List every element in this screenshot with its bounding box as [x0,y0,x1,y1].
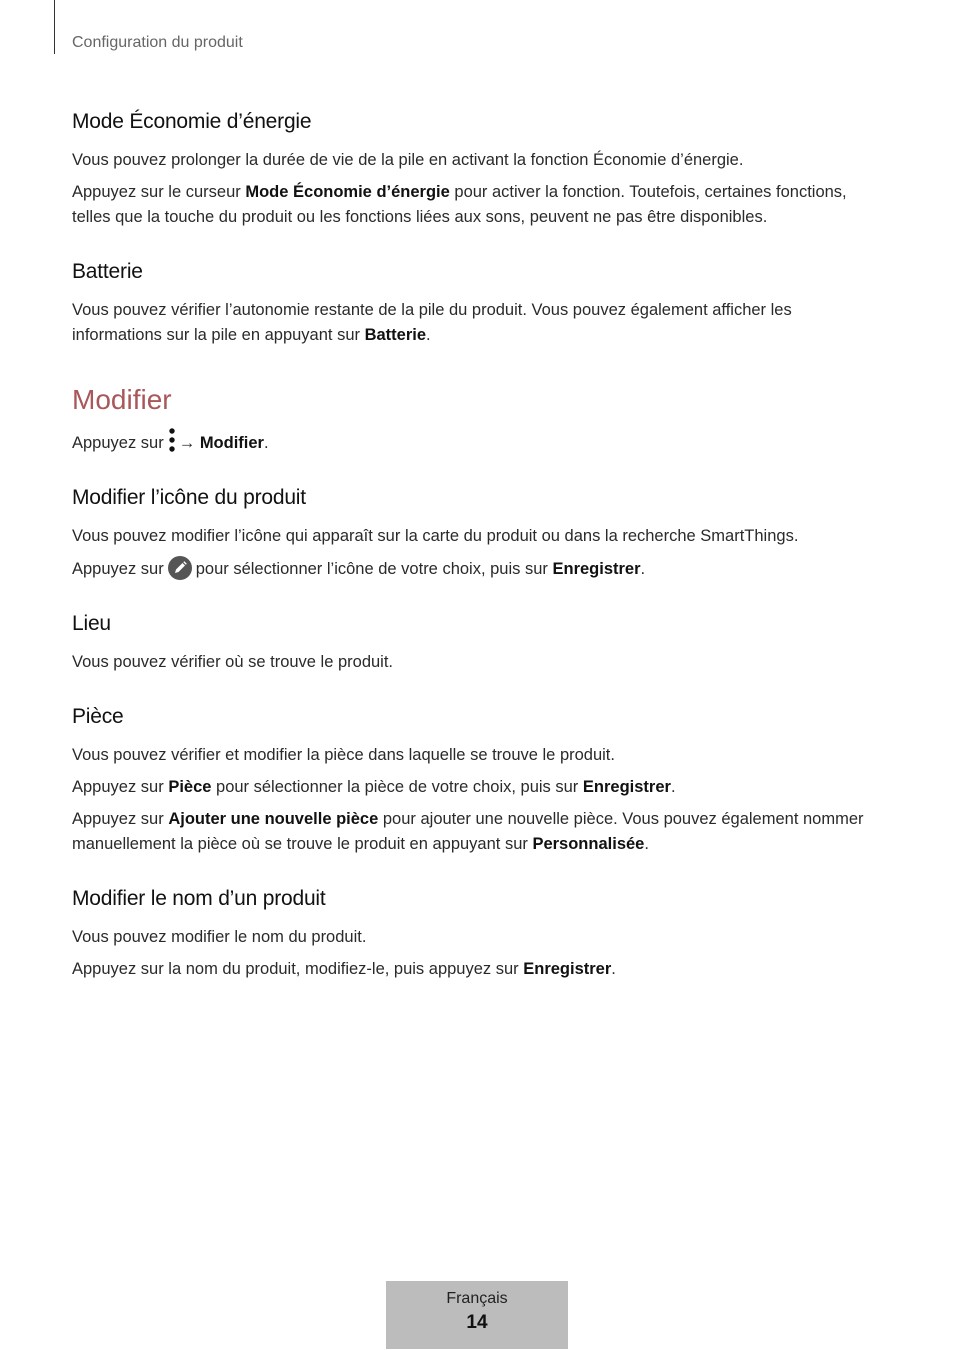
section-energy-saving [72,110,872,230]
rename-title: Modifier le nom d’un produit [72,887,326,910]
modify-label: Modifier [199,434,264,452]
battery-label: Batterie [364,326,427,344]
room-paragraph-2: Appuyez sur Pièce pour sélectionner la pièce de votre choix, puis sur Enregistrer. [72,778,676,796]
room-label: Pièce [168,778,212,796]
rename-paragraph-1: Vous pouvez modifier le nom du produit. [72,928,367,946]
energy-paragraph-1: Vous pouvez prolonger la durée de vie de la pile en activant la fonction Économie d’énergie. [72,151,744,169]
arrow-glyph: → [178,434,196,452]
location-title: Lieu [72,612,111,635]
section-room [72,705,872,857]
save-label: Enregistrer [523,960,612,978]
energy-toggle-label: Mode Économie d’énergie [245,183,450,201]
room-title: Pièce [72,705,124,728]
modify-title: Modifier [72,384,172,415]
icon-paragraph-2: Appuyez sur pour sélectionner l’icône de votre choix, puis sur Enregistrer. [72,556,872,582]
section-battery [72,260,872,348]
energy-paragraph-2: Appuyez sur le curseur Mode Économie d’énergie pour activer la fonction. Toutefois, certaines fonctions, telles que la touche du produit ou les fonctions liées aux sons, peuvent ne pas être disponibles. [72,183,847,226]
icon-paragraph-1: Vous pouvez modifier l’icône qui apparaît sur la carte du produit ou dans la recherche SmartThings. [72,527,799,545]
rename-paragraph-2: Appuyez sur la nom du produit, modifiez-le, puis appuyez sur Enregistrer. [72,960,616,978]
pencil-icon [168,556,192,580]
section-product-icon [72,486,872,582]
page-number: 14 [466,1312,488,1333]
battery-title: Batterie [72,260,143,283]
section-rename [72,887,872,982]
icon-title: Modifier l’icône du produit [72,486,306,509]
room-paragraph-1: Vous pouvez vérifier et modifier la pièce dans laquelle se trouve le produit. [72,746,615,764]
add-room-label: Ajouter une nouvelle pièce [168,810,379,828]
save-label: Enregistrer [552,560,641,578]
more-vertical-icon [169,428,175,452]
save-label: Enregistrer [582,778,671,796]
margin-rule [54,0,55,54]
page-footer [386,1281,568,1349]
battery-paragraph: Vous pouvez vérifier l’autonomie restante de la pile du produit. Vous pouvez également afficher les informations sur la pile en appuyant sur Batterie. [72,301,792,344]
section-location [72,612,872,675]
room-paragraph-3: Appuyez sur Ajouter une nouvelle pièce pour ajouter une nouvelle pièce. Vous pouvez également nommer manuellement la pièce où se trouve le produit en appuyant sur Personnalisée. [72,810,864,853]
custom-label: Personnalisée [532,835,645,853]
running-header: Configuration du produit [72,34,243,51]
footer-language: Français [446,1290,508,1307]
location-paragraph: Vous pouvez vérifier où se trouve le produit. [72,653,394,671]
modify-paragraph: Appuyez sur → Modifier. [72,428,872,456]
section-modify [72,384,872,456]
page-content [72,110,872,1012]
energy-title: Mode Économie d’énergie [72,110,312,133]
